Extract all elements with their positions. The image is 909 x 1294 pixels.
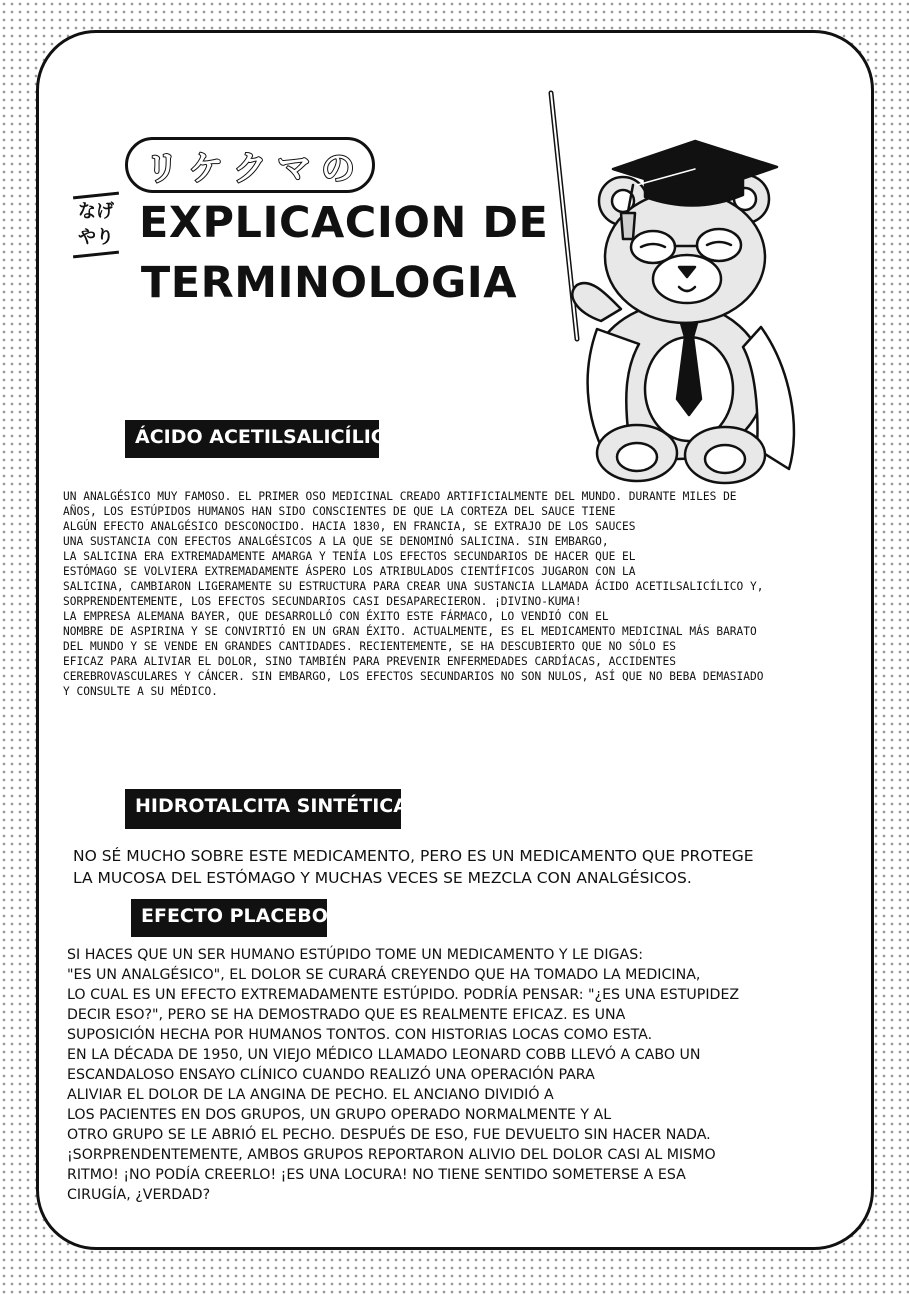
professor-bear-illustration	[529, 89, 829, 489]
text-line: LA EMPRESA ALEMANA BAYER, QUE DESARROLLÓ CON ÉXITO ESTE FÁRMACO, LO VENDIÓ CON EL	[63, 610, 609, 623]
text-line: ALGÚN EFECTO ANALGÉSICO DESCONOCIDO. HACIA 1830, EN FRANCIA, SE EXTRAJO DE LOS SAUCES	[63, 520, 636, 533]
text-line: DECIR ESO?", PERO SE HA DEMOSTRADO QUE ES REALMENTE EFICAZ. ES UNA	[67, 1007, 626, 1023]
hydrotalcite-paragraph	[73, 845, 853, 889]
text-line: UN ANALGÉSICO MUY FAMOSO. EL PRIMER OSO MEDICINAL CREADO ARTIFICIALMENTE DEL MUNDO. DURANTE MILES DE	[63, 490, 737, 503]
section-label-hydrotalcite: HIDROTALCITA SINTÉTICA	[125, 789, 401, 829]
text-line: OTRO GRUPO SE LE ABRIÓ EL PECHO. DESPUÉS DE ESO, FUE DEVUELTO SIN HACER NADA.	[67, 1127, 711, 1143]
text-line: CEREBROVASCULARES Y CÁNCER. SIN EMBARGO, LOS EFECTOS SECUNDARIOS NO SON NULOS, ASÍ QUE NO BEBA DEMASIADO	[63, 670, 764, 683]
text-line: NO SÉ MUCHO SOBRE ESTE MEDICAMENTO, PERO ES UN MEDICAMENTO QUE PROTEGE	[73, 847, 754, 865]
text-line: AÑOS, LOS ESTÚPIDOS HUMANOS HAN SIDO CONSCIENTES DE QUE LA CORTEZA DEL SAUCE TIENE	[63, 505, 616, 518]
text-line: EFICAZ PARA ALIVIAR EL DOLOR, SINO TAMBIÉN PARA PREVENIR ENFERMEDADES CARDÍACAS, ACCIDENTES	[63, 655, 676, 668]
text-line: DEL MUNDO Y SE VENDE EN GRANDES CANTIDADES. RECIENTEMENTE, SE HA DESCUBIERTO QUE NO SÓLO ES	[63, 640, 676, 653]
text-line: SI HACES QUE UN SER HUMANO ESTÚPIDO TOME UN MEDICAMENTO Y LE DIGAS:	[67, 947, 644, 963]
page-panel	[36, 30, 874, 1250]
title-line: EXPLICACION DE	[139, 198, 549, 248]
text-line: NOMBRE DE ASPIRINA Y SE CONVIRTIÓ EN UN GRAN ÉXITO. ACTUALMENTE, ES EL MEDICAMENTO MEDICINAL MÁS BARATO	[63, 625, 757, 638]
series-badge	[125, 137, 375, 193]
text-line: SALICINA, CAMBIARON LIGERAMENTE SU ESTRUCTURA PARA CREAR UNA SUSTANCIA LLAMADA ÁCIDO ACETILSALICÍLICO Y,	[63, 580, 764, 593]
badge-char: の	[321, 148, 355, 189]
tag-line: やり	[78, 227, 114, 248]
text-line: SORPRENDENTEMENTE, LOS EFECTOS SECUNDARIOS CASI DESAPARECIERON. ¡DIVINO-KUMA!	[63, 595, 582, 608]
text-line: "ES UN ANALGÉSICO", EL DOLOR SE CURARÁ CREYENDO QUE HA TOMADO LA MEDICINA,	[67, 967, 701, 983]
text-line: SUPOSICIÓN HECHA POR HUMANOS TONTOS. CON HISTORIAS LOCAS COMO ESTA.	[67, 1027, 653, 1043]
text-line: Y CONSULTE A SU MÉDICO.	[63, 685, 218, 698]
acetylsalicylic-paragraph	[63, 489, 874, 699]
page-title	[139, 193, 549, 313]
text-line: LO CUAL ES UN EFECTO EXTREMADAMENTE ESTÚPIDO. PODRÍA PENSAR: "¿ES UNA ESTUPIDEZ	[67, 987, 740, 1003]
nageyari-tag	[69, 185, 123, 265]
text-line: LA MUCOSA DEL ESTÓMAGO Y MUCHAS VECES SE MEZCLA CON ANALGÉSICOS.	[73, 869, 692, 887]
text-line: ALIVIAR EL DOLOR DE LA ANGINA DE PECHO. EL ANCIANO DIVIDIÓ A	[67, 1087, 554, 1103]
section-label-acetylsalicylic: ÁCIDO ACETILSALICÍLICO	[125, 420, 379, 458]
badge-char: リ	[145, 148, 179, 189]
tag-bar	[73, 251, 119, 259]
text-line: LOS PACIENTES EN DOS GRUPOS, UN GRUPO OPERADO NORMALMENTE Y AL	[67, 1107, 612, 1123]
text-line: ESCANDALOSO ENSAYO CLÍNICO CUANDO REALIZÓ UNA OPERACIÓN PARA	[67, 1067, 595, 1083]
text-line: ¡SORPRENDENTEMENTE, AMBOS GRUPOS REPORTARON ALIVIO DEL DOLOR CASI AL MISMO	[67, 1147, 716, 1163]
title-line: TERMINOLOGIA	[140, 258, 518, 308]
placebo-paragraph	[67, 945, 867, 1205]
text-line: UNA SUSTANCIA CON EFECTOS ANALGÉSICOS A LA QUE SE DENOMINÓ SALICINA. SIN EMBARGO,	[63, 535, 609, 548]
badge-char: ク	[233, 148, 267, 189]
section-label-placebo: EFECTO PLACEBO	[131, 899, 327, 937]
badge-char: マ	[277, 148, 311, 189]
badge-char: ケ	[189, 148, 223, 189]
text-line: EN LA DÉCADA DE 1950, UN VIEJO MÉDICO LLAMADO LEONARD COBB LLEVÓ A CABO UN	[67, 1047, 701, 1063]
text-line: LA SALICINA ERA EXTREMADAMENTE AMARGA Y TENÍA LOS EFECTOS SECUNDARIOS DE HACER QUE EL	[63, 550, 636, 563]
text-line: CIRUGÍA, ¿VERDAD?	[67, 1187, 211, 1203]
text-line: ESTÓMAGO SE VOLVIERA EXTREMADAMENTE ÁSPERO LOS ATRIBULADOS CIENTÍFICOS JUGARON CON LA	[63, 565, 636, 578]
tag-line: なげ	[78, 201, 114, 222]
text-line: RITMO! ¡NO PODÍA CREERLO! ¡ES UNA LOCURA! NO TIENE SENTIDO SOMETERSE A ESA	[67, 1167, 686, 1183]
